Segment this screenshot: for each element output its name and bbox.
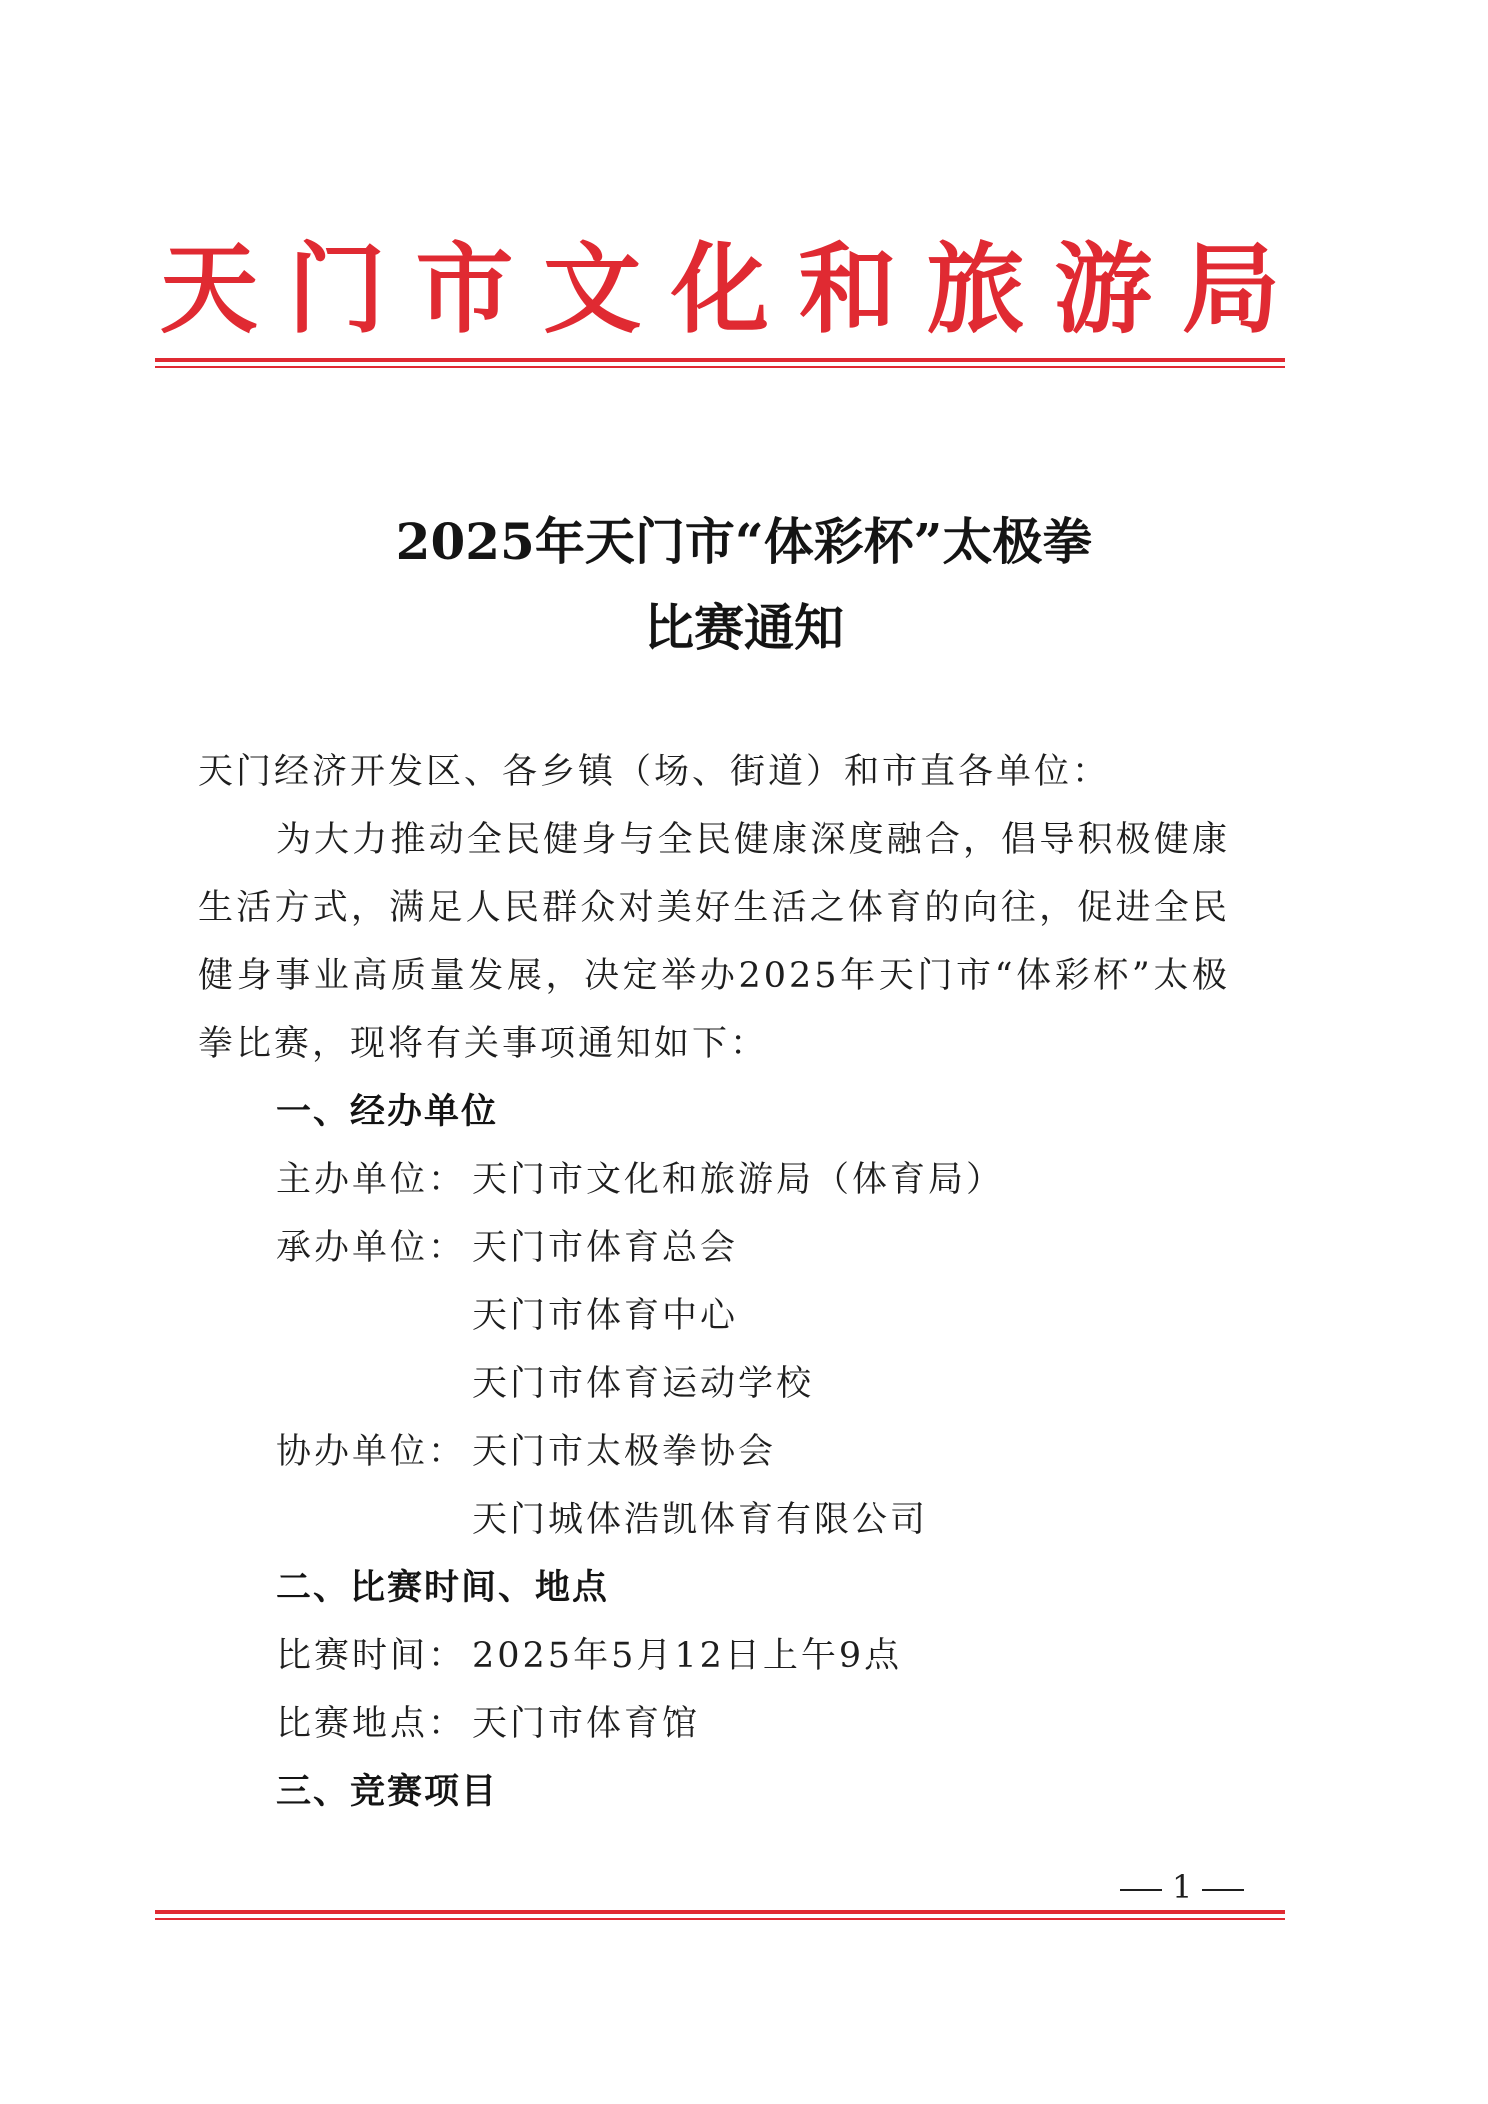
salutation: 天门经济开发区、各乡镇（场、街道）和市直各单位：: [198, 752, 1111, 792]
section-heading-organizers: 一、经办单位: [276, 1092, 499, 1132]
organizer-row: [276, 1214, 738, 1282]
co-organizer-value: 天门城体浩凯体育有限公司: [472, 1500, 929, 1540]
time-value: 2025年5月12日上午9点: [472, 1636, 903, 1676]
section-heading-time-place: 二、比赛时间、地点: [276, 1568, 610, 1608]
organizer-value: 天门市体育总会: [472, 1228, 739, 1268]
masthead-char: 和: [798, 232, 897, 347]
intro-paragraph: 为大力推动全民健身与全民健康深度融合，倡导积极健康生活方式，满足人民群众对美好生活之体育的向往，促进全民健身事业高质量发展，决定举办2025年天门市“体彩杯”太极拳比赛，现将有关事项通知如下：: [198, 820, 1230, 1064]
time-label: 比赛时间：: [276, 1636, 467, 1676]
masthead-char: 游: [1054, 232, 1153, 347]
masthead-char: 局: [1181, 232, 1280, 347]
dash-right: [1202, 1889, 1244, 1891]
page-number: [1110, 1862, 1254, 1912]
co-organizer-value: 天门市太极拳协会: [472, 1432, 777, 1472]
notice-title-line1: 2025年天门市“体彩杯”太极拳: [395, 512, 1093, 571]
masthead-char: 天: [160, 232, 259, 347]
organizer-value: 天门市体育运动学校: [472, 1364, 815, 1404]
masthead-char: 旅: [926, 232, 1025, 347]
organizer-label: 承办单位：: [276, 1228, 467, 1268]
dash-left: [1120, 1889, 1162, 1891]
time-row: [276, 1622, 902, 1690]
host-label: 主办单位：: [276, 1160, 467, 1200]
footer-rule-thick: [155, 1910, 1285, 1914]
co-organizer-row: [276, 1418, 776, 1486]
masthead-char: 门: [287, 232, 386, 347]
page-number-value: 1: [1172, 1868, 1193, 1906]
place-row: [276, 1690, 700, 1758]
co-organizer-label: 协办单位：: [276, 1432, 467, 1472]
masthead-char: 文: [543, 232, 642, 347]
host-value: 天门市文化和旅游局（体育局）: [472, 1160, 1005, 1200]
footer-rule-thin: [155, 1918, 1285, 1920]
masthead-title: [160, 230, 1280, 350]
organizer-value: 天门市体育中心: [472, 1296, 739, 1336]
section-heading-events: 三、竞赛项目: [276, 1772, 499, 1812]
masthead-char: 化: [670, 232, 769, 347]
header-rule-thin: [155, 366, 1285, 368]
notice-title-line2: 比赛通知: [644, 598, 844, 657]
place-value: 天门市体育馆: [472, 1704, 701, 1744]
host-row: [276, 1146, 1004, 1214]
masthead-char: 市: [415, 232, 514, 347]
header-rule-thick: [155, 358, 1285, 362]
place-label: 比赛地点：: [276, 1704, 467, 1744]
